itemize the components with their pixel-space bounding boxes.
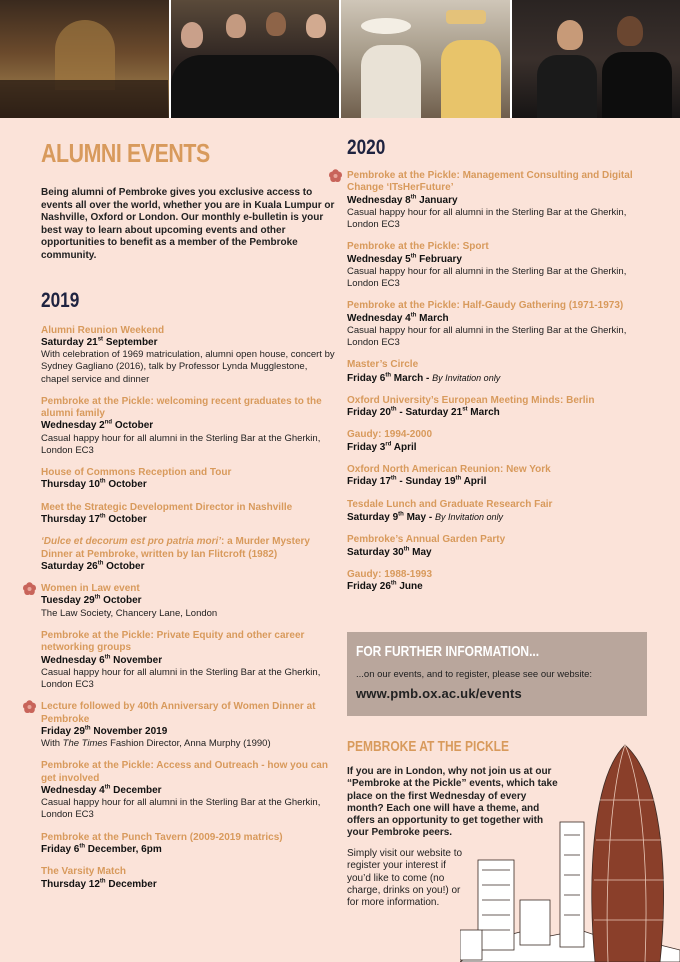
date-ordinal: th: [99, 479, 106, 486]
event-item: [41, 536, 337, 573]
pickle-register-text: Simply visit our website to register your interest if you’d like to come (no charge, drinks on you!) or for more information.: [347, 848, 463, 909]
event-date: Friday 3rd April: [347, 441, 417, 453]
event-date: Wednesday 4th December: [41, 784, 162, 796]
events-2019-list: [41, 325, 337, 891]
event-item: [347, 300, 647, 349]
event-title-text: Pembroke at the Pickle: Access and Outreach - how you can get involved: [41, 760, 328, 784]
event-date: Thursday 10th October: [41, 479, 147, 491]
date-ordinal: th: [84, 725, 91, 732]
date-ordinal: th: [94, 595, 101, 602]
event-title: [347, 464, 647, 476]
tudor-rose-icon: [328, 169, 343, 183]
event-item: [347, 429, 647, 454]
date-ordinal: nd: [104, 420, 113, 427]
event-title-text: Pembroke at the Pickle: Sport: [347, 241, 489, 253]
date-ordinal: th: [99, 878, 106, 885]
event-item: [347, 395, 647, 420]
tudor-rose-icon: [22, 582, 37, 596]
event-title: [347, 395, 647, 407]
pickle-text: If you are in London, why not join us at our “Pembroke at the Pickle” events, which take place on the first Wednesday of every month? Each one will have a theme, and offers an opportunity to get together with your Pembroke peers.: [347, 766, 558, 839]
event-title-text: Women in Law event: [41, 583, 140, 595]
event-item: [41, 630, 337, 691]
event-date: Thursday 17th October: [41, 513, 147, 525]
event-title-text: Pembroke at the Pickle: welcoming recent graduates to the alumni family: [41, 395, 322, 420]
left-column: [41, 136, 337, 901]
event-title: [347, 359, 647, 371]
event-title: [41, 583, 337, 595]
chapel-hall-photo: [0, 0, 169, 118]
right-column: [347, 136, 647, 603]
invitation-note: By Invitation only: [432, 372, 501, 383]
event-description: Casual happy hour for all alumni in the Sterling Bar at the Gherkin, London EC3: [41, 666, 321, 691]
event-date: Wednesday 6th November: [41, 654, 163, 666]
event-title-text: Lecture followed by 40th Anniversary of Women Dinner at Pembroke: [41, 701, 316, 725]
event-title-text: Pembroke at the Pickle: Private Equity and other career networking groups: [41, 629, 305, 654]
event-description: Casual happy hour for all alumni in the Sterling Bar at the Gherkin, London EC3: [347, 265, 627, 290]
event-title-italic: ‘Dulce et decorum est pro patria mori’: [41, 536, 222, 548]
event-title: [347, 241, 647, 253]
event-item: [347, 464, 647, 489]
pickle-heading: PEMBROKE AT THE PICKLE: [347, 738, 510, 755]
event-title-text: Master’s Circle: [347, 359, 419, 371]
event-item: [41, 832, 337, 857]
event-date: Friday 6th December, 6pm: [41, 843, 162, 855]
event-date: Thursday 12th December: [41, 878, 157, 890]
date-ordinal: th: [455, 476, 462, 483]
event-title-text: : a Murder Mystery Dinner at Pembroke, written by Ian Flitcroft (1982): [41, 536, 310, 560]
event-date: Friday 20th - Saturday 21st March: [347, 406, 500, 419]
photo-strip: [0, 0, 680, 118]
date-ordinal: th: [79, 843, 86, 850]
date-ordinal: th: [390, 476, 397, 483]
event-description: Casual happy hour for all alumni in the Sterling Bar at the Gherkin, London EC3: [347, 324, 627, 349]
event-description: With celebration of 1969 matriculation, alumni open house, concert by Sydney Gagliano (2016), talk by Professor Lynda Mugglestone, chapel service and dinner: [41, 349, 335, 385]
event-title-text: The Varsity Match: [41, 866, 127, 878]
event-item: [41, 325, 337, 386]
event-date: Friday 26th June: [347, 580, 423, 593]
date-ordinal: th: [390, 406, 397, 413]
event-title: [41, 396, 337, 421]
date-ordinal: th: [410, 194, 417, 201]
date-ordinal: th: [97, 560, 104, 567]
event-item: [347, 569, 647, 594]
event-item: [347, 499, 647, 525]
date-ordinal: th: [410, 312, 417, 319]
event-date: Friday 17th - Sunday 19th April: [347, 476, 487, 488]
event-date: Wednesday 5th February: [347, 253, 462, 265]
tudor-rose-icon: [22, 700, 37, 714]
alumni-group-photo: [171, 0, 340, 118]
event-description: Casual happy hour for all alumni in the Sterling Bar at the Gherkin, London EC3: [41, 432, 321, 456]
date-ordinal: th: [390, 580, 397, 587]
event-title-text: House of Commons Reception and Tour: [41, 467, 232, 479]
event-date: Tuesday 29th October: [41, 595, 142, 607]
event-title: [347, 534, 647, 546]
events-2020-list: [347, 170, 647, 593]
event-item: [347, 170, 647, 231]
event-item: [41, 701, 337, 750]
event-item: [41, 396, 337, 457]
event-title: [347, 170, 647, 195]
event-date: Friday 6th March - By Invitation only: [347, 372, 501, 384]
event-title: [41, 630, 337, 655]
event-item: [347, 534, 647, 559]
event-title-text: Meet the Strategic Development Director in Nashville: [41, 501, 293, 513]
event-item: [41, 502, 337, 527]
date-ordinal: st: [97, 336, 104, 343]
event-date: Saturday 30th May: [347, 546, 432, 558]
date-ordinal: th: [104, 784, 111, 791]
event-date: Wednesday 2nd October: [41, 420, 154, 432]
events-website-link[interactable]: www.pmb.ox.ac.uk/events: [356, 686, 522, 701]
event-title-text: Pembroke at the Pickle: Management Consulting and Digital Change ‘ITsHerFuture’: [347, 170, 633, 194]
event-title: [41, 832, 337, 844]
event-title: [347, 429, 647, 441]
event-title-text: Pembroke at the Pickle: Half-Gaudy Gathering (1971-1973): [347, 300, 624, 312]
event-title: [347, 499, 647, 511]
event-description: The Law Society, Chancery Lane, London: [41, 607, 218, 619]
info-heading: FOR FURTHER INFORMATION...: [356, 643, 540, 660]
date-ordinal: th: [104, 654, 111, 661]
date-ordinal: rd: [385, 441, 392, 448]
event-title-text: Gaudy: 1988-1993: [347, 568, 433, 580]
event-item: [41, 467, 337, 492]
event-title: [41, 536, 337, 561]
gherkin-skyline-illustration: [460, 740, 680, 962]
event-date: Saturday 26th October: [41, 560, 145, 572]
year-2019-heading: 2019: [41, 288, 80, 312]
date-ordinal: th: [410, 253, 417, 260]
event-title: [41, 502, 337, 514]
event-date: Wednesday 4th March: [347, 312, 449, 324]
event-title: [41, 467, 337, 479]
event-item: [347, 241, 647, 290]
event-title-text: Oxford University’s European Meeting Minds: Berlin: [347, 394, 595, 406]
event-date: Saturday 21st September: [41, 336, 158, 348]
event-title: [41, 760, 337, 785]
event-item: [41, 583, 337, 620]
event-title: [347, 300, 647, 312]
date-ordinal: th: [99, 513, 106, 520]
event-description: With The Times Fashion Director, Anna Murphy (1990): [41, 738, 271, 750]
event-item: [347, 359, 647, 385]
event-title: [41, 325, 337, 337]
event-description: Casual happy hour for all alumni in the Sterling Bar at the Gherkin, London EC3: [347, 206, 627, 231]
event-title-text: Tesdale Lunch and Graduate Research Fair: [347, 498, 553, 510]
event-title: [347, 569, 647, 581]
invitation-note: By Invitation only: [434, 511, 503, 522]
event-title: [41, 701, 337, 726]
page-title: ALUMNI EVENTS: [41, 138, 210, 168]
event-title: [41, 866, 337, 878]
garden-party-photo: [341, 0, 510, 118]
event-description: Casual happy hour for all alumni in the Sterling Bar at the Gherkin, London EC3: [41, 797, 321, 821]
event-date: Saturday 9th May - By Invitation only: [347, 511, 503, 523]
event-date: Wednesday 8th January: [347, 194, 458, 206]
info-text: ...on our events, and to register, please see our website:: [356, 669, 593, 680]
date-ordinal: th: [398, 511, 404, 518]
dinner-couple-photo: [512, 0, 680, 118]
date-ordinal: th: [403, 546, 410, 553]
date-ordinal: th: [385, 372, 392, 379]
publication-name: The Times: [62, 738, 108, 750]
event-title-text: Alumni Reunion Weekend: [41, 324, 165, 336]
event-title-text: Pembroke’s Annual Garden Party: [347, 534, 506, 546]
date-ordinal: st: [462, 406, 468, 413]
event-title-text: Gaudy: 1994-2000: [347, 429, 433, 441]
event-title-text: Oxford North American Reunion: New York: [347, 464, 551, 476]
event-title-text: Pembroke at the Punch Tavern (2009-2019 matrics): [41, 831, 283, 843]
event-item: [41, 866, 337, 891]
further-information-box: [347, 632, 647, 716]
event-item: [41, 760, 337, 821]
intro-text: Being alumni of Pembroke gives you exclusive access to events all over the world, whether you are in Kuala Lumpur or Nashville, Oxford or London. Our monthly e-bulletin is your best way to learn about upcoming events and other opportunities to benefit as a member of the Pembroke community.: [41, 187, 335, 261]
year-2020-heading: 2020: [347, 136, 386, 159]
event-date: Friday 29th November 2019: [41, 725, 168, 737]
